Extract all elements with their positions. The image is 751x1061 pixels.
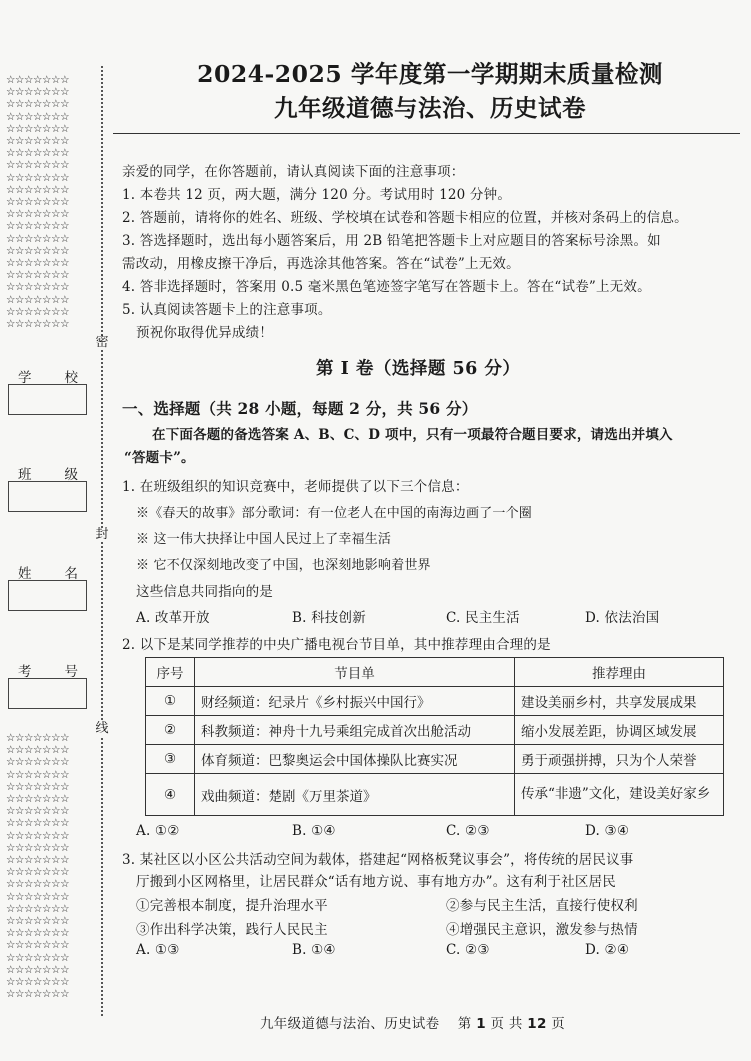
q3-choice-3: ③作出科学决策，践行人民民主 [136,922,328,938]
q1-option-b: B. 科技创新 [292,610,366,626]
table-row [146,716,724,745]
q1-option-d: D. 依法治国 [585,610,660,626]
q3-line-2: 厅搬到小区网格里，让居民群众“话有地方说、事有地方办”。这有利于社区居民 [136,874,617,890]
q3-choice-2: ②参与民主生活，直接行使权利 [446,898,638,914]
page-footer [260,1012,565,1032]
q3-choice-1: ①完善根本制度，提升治理水平 [136,898,328,914]
name-input-box[interactable] [8,580,87,611]
notice-item-2: 2. 答题前，请将你的姓名、班级、学校填在试卷和答题卡相应的位置，并核对条码上的信息。 [122,210,688,226]
school-label-a: 学 [18,370,32,386]
class-label-b: 级 [64,467,78,483]
q2-option-a: A. ①② [136,823,180,839]
star-border-top: ☆☆☆☆☆☆☆ ☆☆☆☆☆☆☆ ☆☆☆☆☆☆☆ ☆☆☆☆☆☆☆ ☆☆☆☆☆☆☆ ☆☆☆☆☆☆☆ ☆☆☆☆☆☆☆ ☆☆☆☆☆☆☆ ☆☆☆☆☆☆☆ ☆☆☆☆☆☆☆ ☆☆☆☆☆☆☆ ☆☆☆☆☆☆☆ ☆☆☆☆☆☆☆ ☆☆☆☆☆☆☆ ☆☆☆☆☆☆☆ ☆☆☆☆☆☆☆ ☆☆☆☆☆☆☆ ☆☆☆☆☆☆☆ ☆☆☆☆☆☆☆ ☆☆☆☆☆☆☆ ☆☆☆☆☆☆☆ [6,74,70,331]
notice-item-3-cont: 需改动，用橡皮擦干净后，再选涂其他答案。答在“试卷”上无效。 [122,256,520,272]
table-row [146,687,724,716]
exam-number-label-a: 考 [18,664,32,680]
notice-item-5: 5. 认真阅读答题卡上的注意事项。 [122,302,332,318]
seal-char-xian: 线 [95,721,109,736]
school-label-b: 校 [64,370,78,386]
q1-option-c: C. 民主生活 [446,610,520,626]
table-header-row [146,658,724,687]
part1-heading: 一、选择题（共 28 小题，每题 2 分，共 56 分） [122,399,478,418]
class-input-box[interactable] [8,481,87,512]
row-reason: 勇于顽强拼搏，只为个人荣誉 [515,745,724,774]
star-border-bottom: ☆☆☆☆☆☆☆ ☆☆☆☆☆☆☆ ☆☆☆☆☆☆☆ ☆☆☆☆☆☆☆ ☆☆☆☆☆☆☆ ☆☆☆☆☆☆☆ ☆☆☆☆☆☆☆ ☆☆☆☆☆☆☆ ☆☆☆☆☆☆☆ ☆☆☆☆☆☆☆ ☆☆☆☆☆☆☆ ☆☆☆☆☆☆☆ ☆☆☆☆☆☆☆ ☆☆☆☆☆☆☆ ☆☆☆☆☆☆☆ ☆☆☆☆☆☆☆ ☆☆☆☆☆☆☆ ☆☆☆☆☆☆☆ ☆☆☆☆☆☆☆ ☆☆☆☆☆☆☆ ☆☆☆☆☆☆☆ ☆☆☆☆☆☆☆ [6,732,70,1001]
q1-clue-2: ※ 这一伟大抉择让中国人民过上了幸福生活 [136,532,392,547]
row-no: ④ [146,774,195,816]
row-program: 体育频道：巴黎奥运会中国体操队比赛实况 [195,745,515,774]
q2-option-b: B. ①④ [292,823,336,839]
q1-clue-3: ※ 它不仅深刻地改变了中国，也深刻地影响着世界 [136,558,431,573]
header-no: 序号 [146,658,195,687]
table-row [146,745,724,774]
footer-page-suffix: 页 [551,1016,566,1032]
q2-stem: 2. 以下是某同学推荐的中央广播电视台节目单，其中推荐理由合理的是 [122,637,551,653]
part1-instruction-1: 在下面各题的备选答案 A、B、C、D 项中，只有一项最符合题目要求，请选出并填入 [152,427,673,443]
seal-char-mi: 密 [95,335,109,350]
name-label-a: 姓 [18,566,32,582]
name-label-b: 名 [64,566,78,582]
footer-page-total: 12 [527,1016,547,1032]
q1-clue-1: ※《春天的故事》部分歌词：有一位老人在中国的南海边画了一个圈 [136,506,533,521]
notice-item-4: 4. 答非选择题时，答案用 0.5 毫米黑色笔迹签字笔写在答题卡上。答在“试卷”上无效。 [122,279,651,295]
notice-item-1: 1. 本卷共 12 页，两大题，满分 120 分。考试用时 120 分钟。 [122,187,512,203]
notice-greeting: 亲爱的同学，在你答题前，请认真阅读下面的注意事项： [122,164,465,180]
exam-number-label-b: 号 [64,664,78,680]
section-title: 第 I 卷（选择题 56 分） [316,359,521,379]
q3-option-d: D. ②④ [585,942,630,958]
footer-page-prefix: 第 [457,1016,472,1032]
header-reason: 推荐理由 [515,658,724,687]
exam-number-input-box[interactable] [8,678,87,709]
footer-page-number: 1 [476,1016,486,1032]
part1-instruction-2: “答题卡”。 [124,450,195,466]
q3-option-c: C. ②③ [446,942,490,958]
row-no: ① [146,687,195,716]
q3-option-a: A. ①③ [136,942,180,958]
school-input-box[interactable] [8,384,87,415]
q2-option-c: C. ②③ [446,823,490,839]
title-divider [113,133,740,134]
row-program: 科教频道：神舟十九号乘组完成首次出舱活动 [195,716,515,745]
q1-option-a: A. 改革开放 [136,610,210,626]
row-no: ③ [146,745,195,774]
q3-line-1: 3. 某社区以小区公共活动空间为载体，搭建起“网格板凳议事会”，将传统的居民议事 [122,852,634,868]
footer-page-mid: 页 共 [490,1016,523,1032]
seal-char-feng: 封 [95,527,109,542]
row-no: ② [146,716,195,745]
exam-title-line2: 九年级道德与法治、历史试卷 [274,94,586,122]
row-reason: 传承“非遗”文化，建设美好家乡 [515,774,724,816]
q1-ask: 这些信息共同指向的是 [136,584,273,600]
exam-title-line1: 2024-2025 学年度第一学期期末质量检测 [197,60,663,88]
program-table [145,657,724,816]
q3-choice-4: ④增强民主意识，激发参与热情 [446,922,638,938]
row-program: 财经频道：纪录片《乡村振兴中国行》 [195,687,515,716]
footer-subject: 九年级道德与法治、历史试卷 [260,1016,440,1032]
header-program: 节目单 [195,658,515,687]
q1-stem: 1. 在班级组织的知识竞赛中，老师提供了以下三个信息： [122,479,469,495]
row-program: 戏曲频道：楚剧《万里茶道》 [195,774,515,816]
row-reason: 建设美丽乡村，共享发展成果 [515,687,724,716]
table-row [146,774,724,816]
notice-wish: 预祝你取得优异成绩！ [136,325,273,341]
row-reason: 缩小发展差距，协调区域发展 [515,716,724,745]
q2-option-d: D. ③④ [585,823,630,839]
q3-option-b: B. ①④ [292,942,336,958]
class-label-a: 班 [18,467,32,483]
notice-item-3: 3. 答选择题时，选出每小题答案后，用 2B 铅笔把答题卡上对应题目的答案标号涂黑。如 [122,233,661,249]
